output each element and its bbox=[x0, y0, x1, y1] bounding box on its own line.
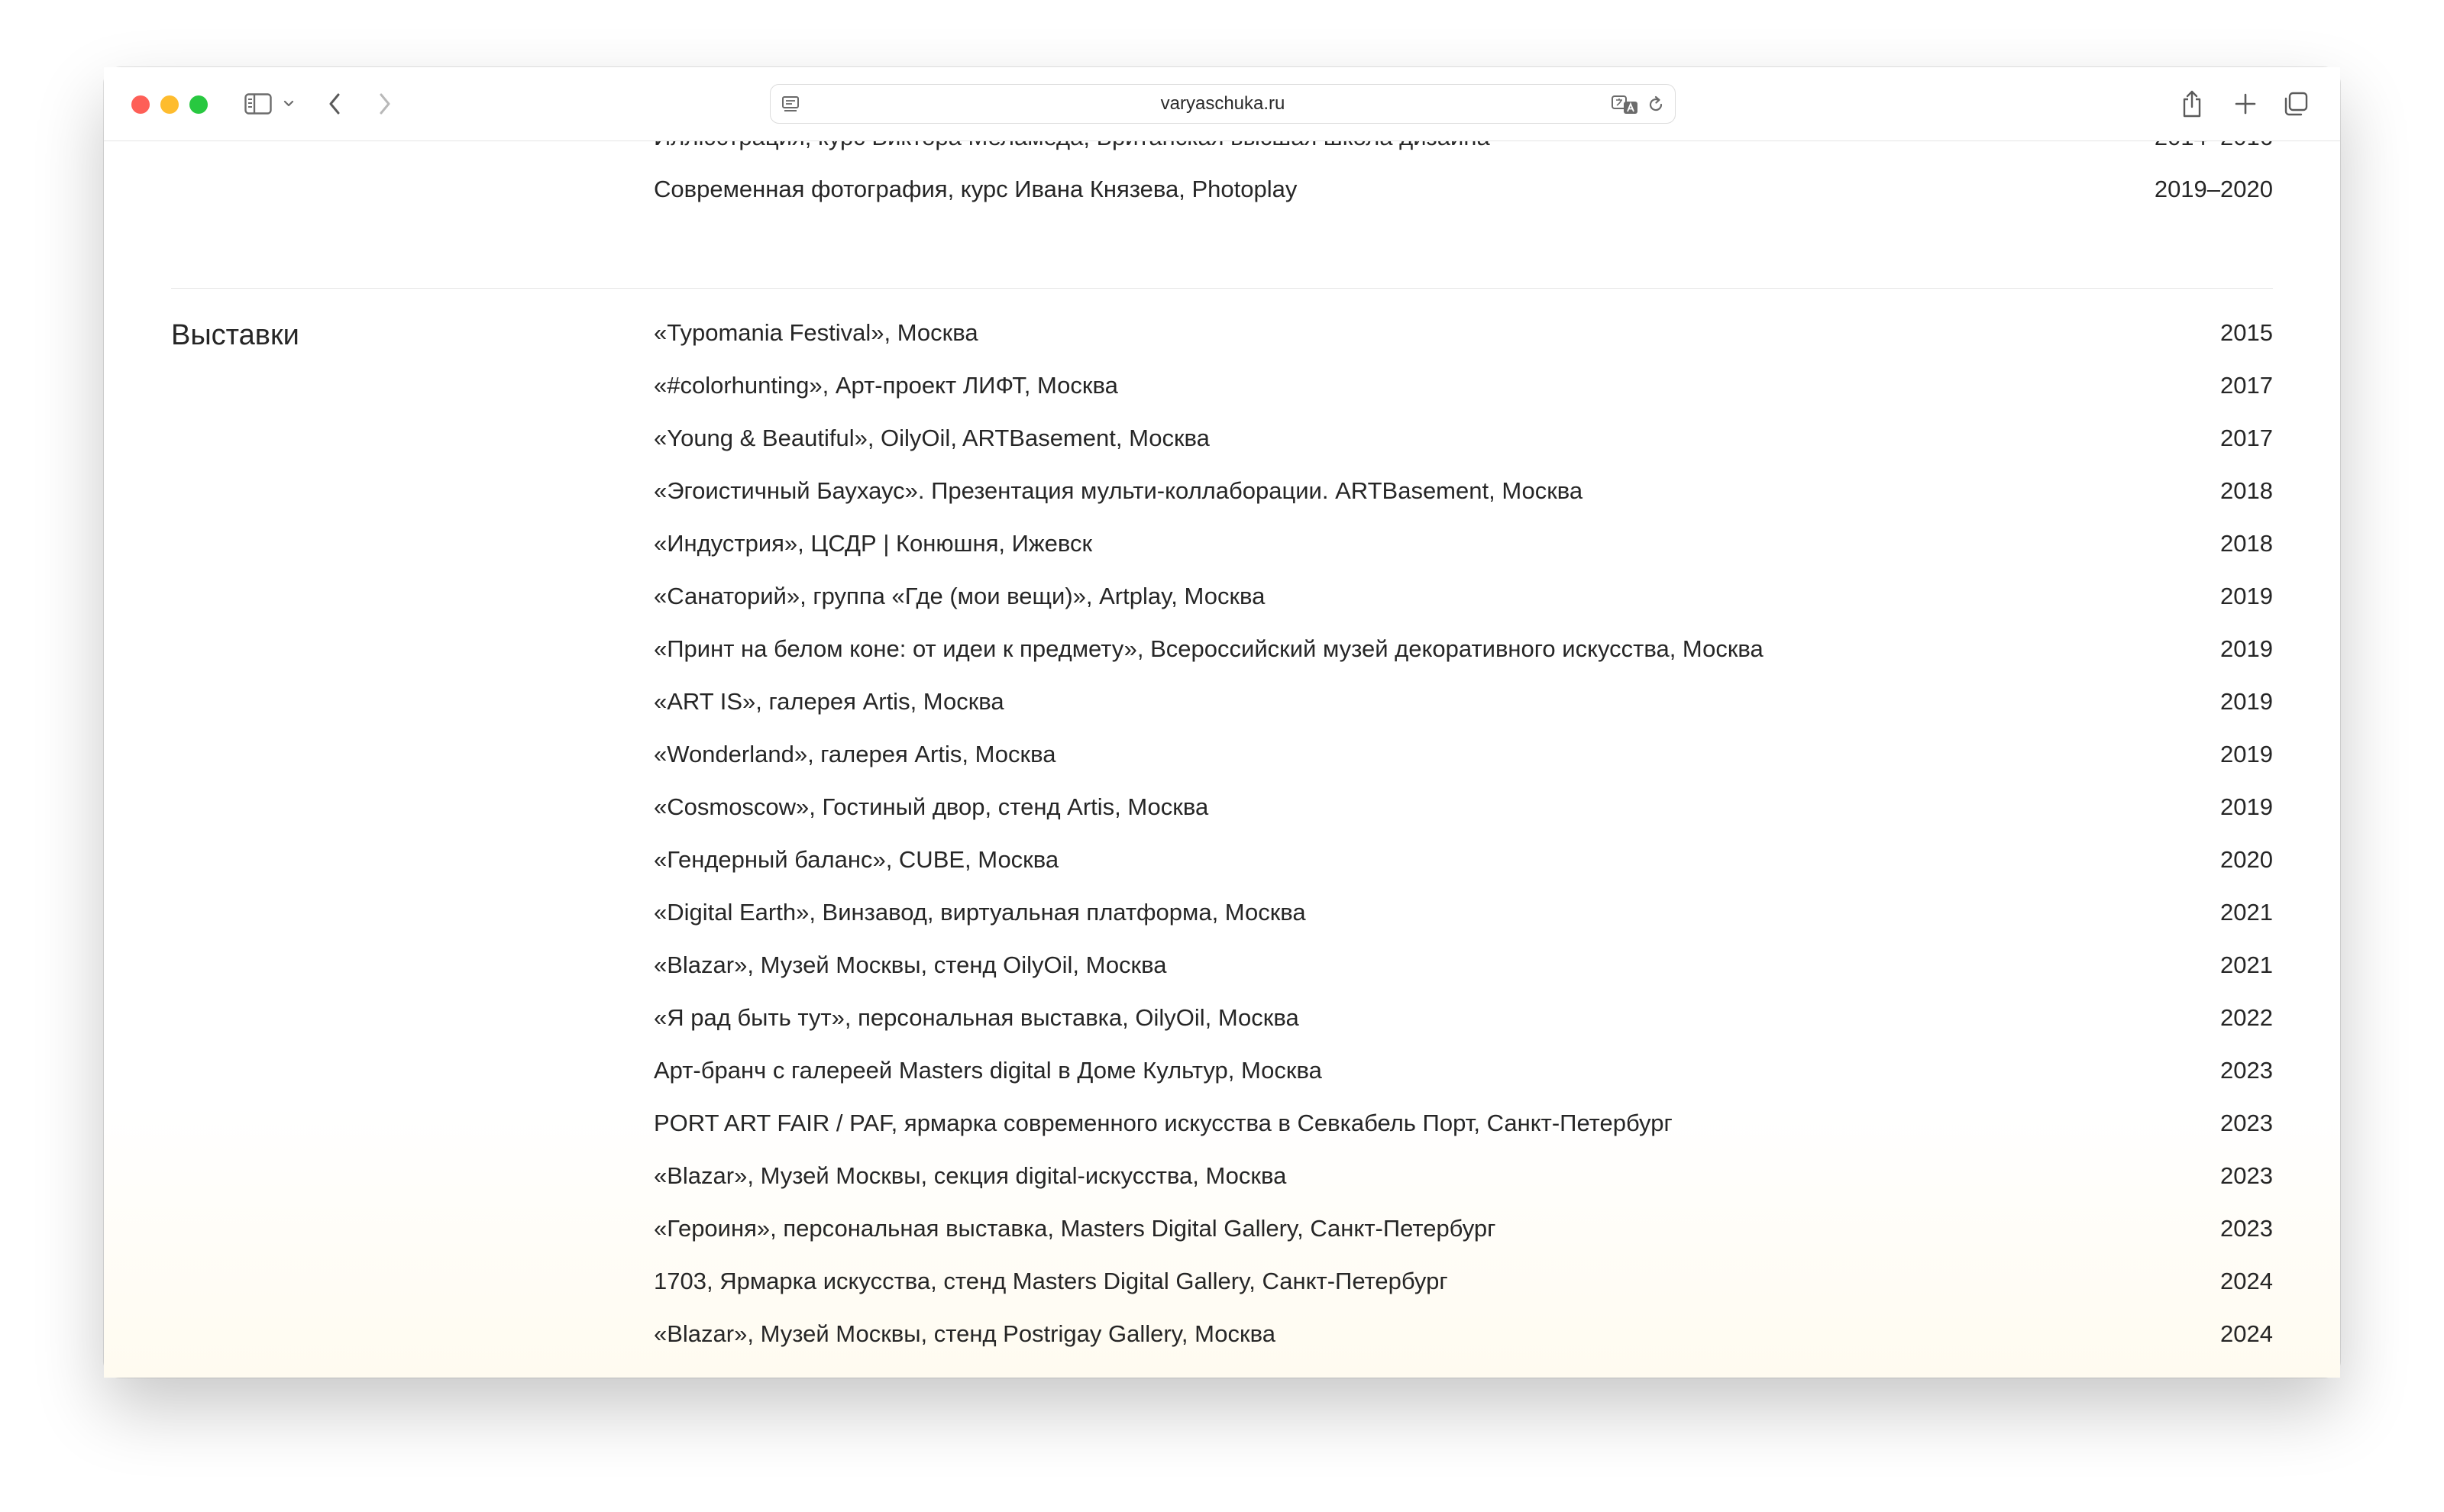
section-divider bbox=[171, 288, 2273, 289]
exhibition-year: 2021 bbox=[2220, 899, 2273, 926]
exhibition-year: 2019 bbox=[2220, 635, 2273, 662]
exhibition-year: 2017 bbox=[2220, 372, 2273, 399]
exhibition-year: 2023 bbox=[2220, 1110, 2273, 1136]
share-icon[interactable] bbox=[2175, 89, 2209, 119]
browser-window bbox=[104, 67, 2340, 1378]
education-title: Современная фотография, курс Ивана Князева, Photoplay bbox=[654, 176, 1298, 202]
reload-icon[interactable] bbox=[1646, 95, 1666, 115]
exhibition-row bbox=[654, 634, 2273, 664]
exhibition-row bbox=[654, 1108, 2273, 1139]
exhibition-title: «Гендерный баланс», CUBE, Москва bbox=[654, 846, 1059, 873]
exhibition-title: «Blazar», Музей Москвы, секция digital-искусства, Москва bbox=[654, 1162, 1287, 1189]
exhibition-year: 2019 bbox=[2220, 741, 2273, 767]
exhibition-row bbox=[654, 1161, 2273, 1191]
exhibition-title: «Эгоистичный Баухаус». Презентация мульти-коллаборации. ARTBasement, Москва bbox=[654, 477, 1583, 504]
exhibition-year: 2018 bbox=[2220, 530, 2273, 557]
exhibition-title: «#colorhunting», Арт-проект ЛИФТ, Москва bbox=[654, 372, 1118, 399]
exhibition-row bbox=[654, 950, 2273, 981]
url-text[interactable]: varyaschuka.ru bbox=[1160, 93, 1285, 114]
tab-overview-icon[interactable] bbox=[2279, 89, 2313, 119]
exhibition-row bbox=[654, 687, 2273, 717]
maximize-window-button[interactable] bbox=[189, 95, 208, 114]
exhibition-row bbox=[654, 318, 2273, 348]
exhibition-year: 2019 bbox=[2220, 583, 2273, 609]
page-content bbox=[104, 141, 2340, 1378]
back-arrow-icon[interactable] bbox=[321, 89, 348, 119]
exhibition-year: 2020 bbox=[2220, 846, 2273, 873]
exhibition-year: 2024 bbox=[2220, 1320, 2273, 1347]
exhibition-year: 2023 bbox=[2220, 1215, 2273, 1242]
exhibition-title: «ART IS», галерея Artis, Москва bbox=[654, 688, 1004, 715]
exhibition-row bbox=[654, 897, 2273, 928]
exhibition-row bbox=[654, 528, 2273, 559]
exhibition-title: «Typomania Festival», Москва bbox=[654, 319, 978, 346]
exhibition-year: 2018 bbox=[2220, 477, 2273, 504]
exhibition-title: «Я рад быть тут», персональная выставка, OilyOil, Москва bbox=[654, 1004, 1299, 1031]
exhibition-row bbox=[654, 476, 2273, 506]
exhibition-year: 2021 bbox=[2220, 951, 2273, 978]
exhibition-row bbox=[654, 423, 2273, 454]
exhibition-title: «Digital Earth», Винзавод, виртуальная платформа, Москва bbox=[654, 899, 1306, 926]
exhibition-title: «Wonderland», галерея Artis, Москва bbox=[654, 741, 1056, 767]
chevron-down-icon[interactable] bbox=[278, 89, 299, 119]
exhibition-row bbox=[654, 1003, 2273, 1033]
exhibition-title: Арт-бранч с галереей Masters digital в Доме Культур, Москва bbox=[654, 1057, 1322, 1084]
exhibition-row bbox=[654, 581, 2273, 612]
exhibition-row bbox=[654, 845, 2273, 875]
minimize-window-button[interactable] bbox=[160, 95, 179, 114]
exhibition-year: 2023 bbox=[2220, 1057, 2273, 1084]
exhibition-year: 2023 bbox=[2220, 1162, 2273, 1189]
exhibition-year: 2017 bbox=[2220, 425, 2273, 451]
forward-arrow-icon[interactable] bbox=[371, 89, 399, 119]
education-year: 2019–2020 bbox=[2154, 176, 2273, 202]
address-bar[interactable] bbox=[770, 84, 1676, 124]
exhibition-row bbox=[654, 739, 2273, 770]
education-row bbox=[654, 174, 2273, 205]
translate-icon[interactable] bbox=[1611, 93, 1640, 116]
exhibition-row bbox=[654, 1319, 2273, 1349]
exhibition-row bbox=[654, 1266, 2273, 1297]
new-tab-plus-icon[interactable] bbox=[2229, 89, 2262, 119]
exhibition-row bbox=[654, 370, 2273, 401]
close-window-button[interactable] bbox=[131, 95, 150, 114]
exhibition-title: «Blazar», Музей Москвы, стенд OilyOil, Москва bbox=[654, 951, 1167, 978]
exhibition-title: «Героиня», персональная выставка, Masters Digital Gallery, Санкт-Петербург bbox=[654, 1215, 1496, 1242]
exhibition-year: 2019 bbox=[2220, 793, 2273, 820]
exhibition-row bbox=[654, 792, 2273, 822]
exhibition-title: «Blazar», Музей Москвы, стенд Postrigay Gallery, Москва bbox=[654, 1320, 1275, 1347]
exhibition-row bbox=[654, 1055, 2273, 1086]
browser-toolbar bbox=[104, 67, 2340, 141]
exhibition-year: 2015 bbox=[2220, 319, 2273, 346]
exhibition-title: «Индустрия», ЦСДР | Конюшня, Ижевск bbox=[654, 530, 1093, 557]
exhibitions-heading: Выставки bbox=[171, 319, 299, 351]
exhibition-row bbox=[654, 1213, 2273, 1244]
exhibition-title: PORT ART FAIR / PAF, ярмарка современного искусства в Севкабель Порт, Санкт-Петербург bbox=[654, 1110, 1673, 1136]
sidebar-toggle-icon[interactable] bbox=[241, 89, 275, 119]
exhibition-year: 2019 bbox=[2220, 688, 2273, 715]
exhibition-title: «Young & Beautiful», OilyOil, ARTBasement, Москва bbox=[654, 425, 1210, 451]
exhibition-year: 2024 bbox=[2220, 1268, 2273, 1294]
exhibition-title: «Принт на белом коне: от идеи к предмету», Всероссийский музей декоративного искусства, Москва bbox=[654, 635, 1763, 662]
exhibition-title: «Санаторий», группа «Где (мои вещи)», Artplay, Москва bbox=[654, 583, 1266, 609]
exhibition-title: «Cosmoscow», Гостиный двор, стенд Artis, Москва bbox=[654, 793, 1209, 820]
exhibition-title: 1703, Ярмарка искусства, стенд Masters Digital Gallery, Санкт-Петербург bbox=[654, 1268, 1448, 1294]
exhibition-year: 2022 bbox=[2220, 1004, 2273, 1031]
